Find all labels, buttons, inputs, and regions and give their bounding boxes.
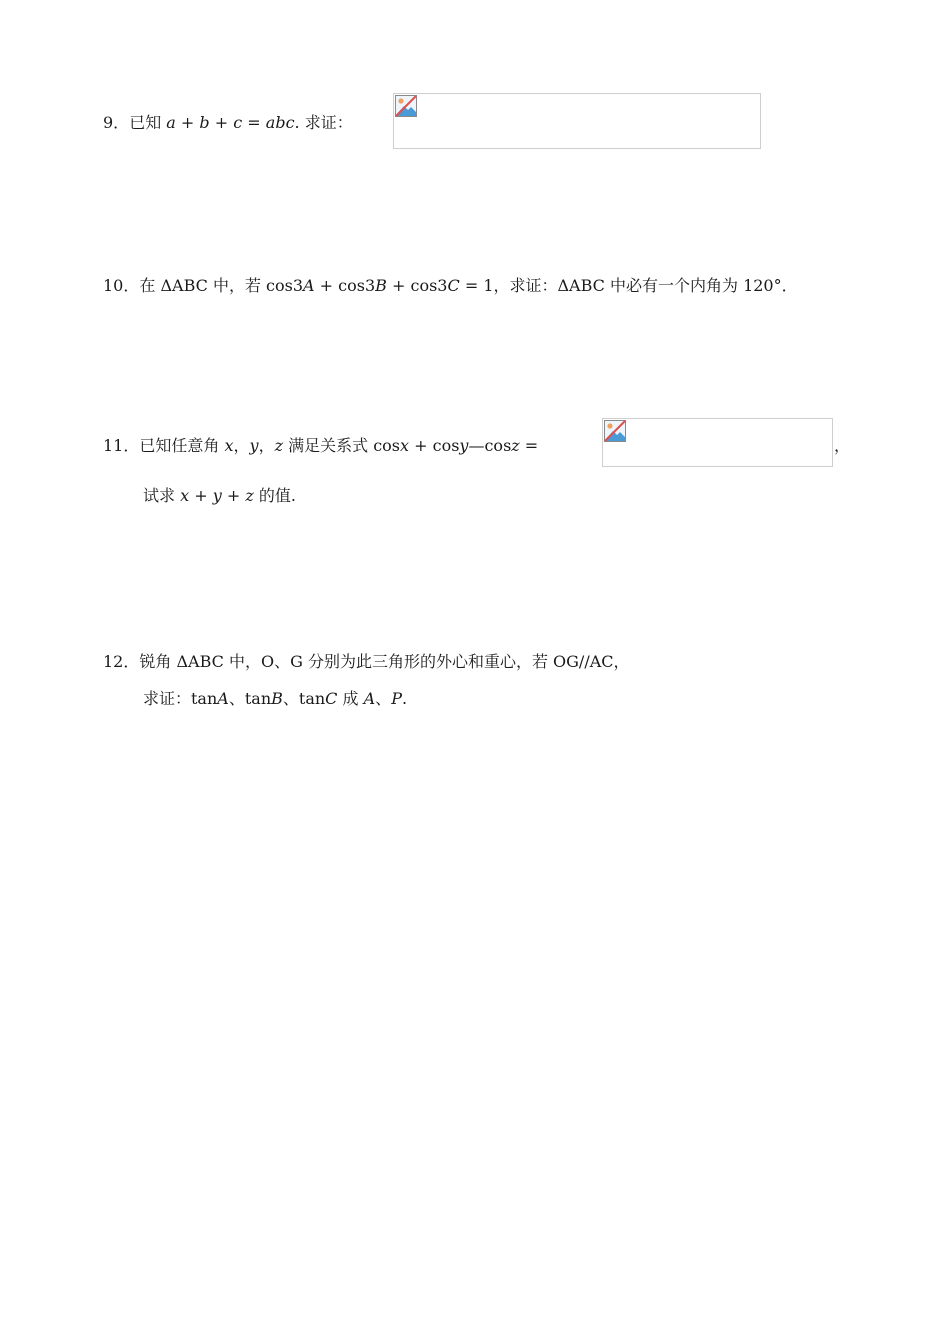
question-9: 9．已知 a + b + c = abc. 求证： xyxy=(103,113,353,132)
broken-image-icon xyxy=(604,420,626,442)
question-10: 10．在 ΔABC 中，若 cos3A + cos3B + cos3C = 1，求证：ΔABC 中必有一个内角为 120°． xyxy=(103,276,798,295)
question-number: 12． xyxy=(103,652,140,671)
question-12-line-2: 求证：tanA、tanB、tanC 成 A、P. xyxy=(143,689,408,708)
question-number: 9． xyxy=(103,113,130,132)
question-number: 11． xyxy=(103,436,140,455)
formula-image-placeholder xyxy=(393,93,761,149)
question-11-line-2: 试求 x + y + z 的值. xyxy=(143,486,296,505)
question-12: 12．锐角 ΔABC 中，O、G 分别为此三角形的外心和重心，若 OG//AC， xyxy=(103,652,630,671)
question-number: 10． xyxy=(103,276,140,295)
broken-image-icon xyxy=(395,95,417,117)
formula-image-placeholder xyxy=(602,418,833,467)
question-11: 11．已知任意角 x，y，z 满足关系式 cosx + cosy—cosz = xyxy=(103,436,539,455)
question-11-comma: ， xyxy=(834,436,851,455)
